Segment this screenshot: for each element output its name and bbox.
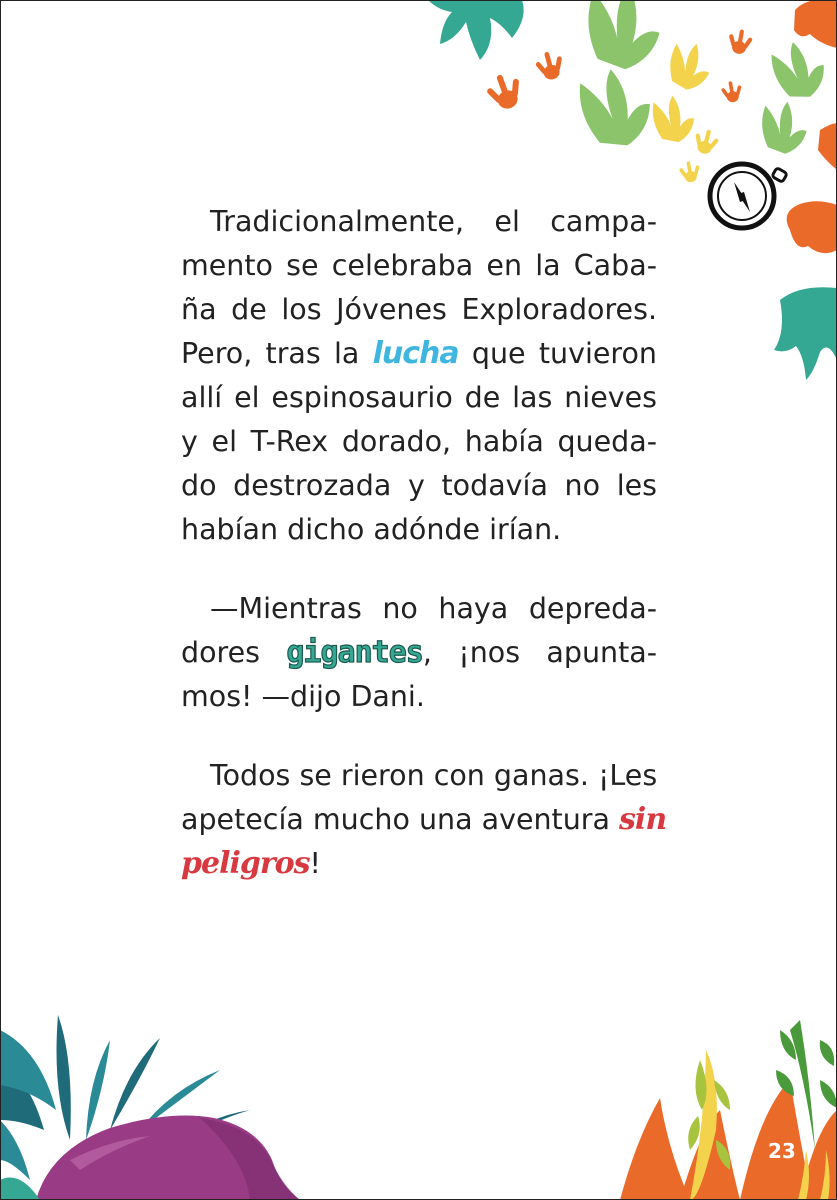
paragraph: [181, 587, 657, 719]
text-line: allí el espinosaurio de las nieves: [181, 381, 657, 414]
highlight-word-gigantes: gigantes: [286, 635, 423, 670]
story-text: [181, 200, 667, 886]
text-line: ña de los Jóvenes Exploradores.: [181, 293, 657, 326]
paragraph: [181, 754, 667, 886]
text-line: habían dicho adónde irían.: [181, 513, 562, 546]
highlight-word-peligros: peligros: [181, 846, 310, 881]
text-segment: dores: [181, 636, 287, 669]
text-line: [181, 842, 657, 886]
highlight-word-sin: sin: [619, 802, 667, 837]
text-line: mento se celebraba en la Caba-: [181, 249, 657, 282]
text-line: do destrozada y todavía no les: [181, 469, 657, 502]
compass-icon: [710, 164, 787, 228]
leaf-icon: [620, 1020, 837, 1200]
text-segment: , ¡nos apunta-: [422, 636, 657, 669]
text-segment: que tuvieron: [458, 337, 657, 370]
text-line: y el T-Rex dorado, había queda-: [181, 425, 657, 458]
text-segment: !: [309, 847, 321, 880]
highlight-word-lucha: lucha: [372, 336, 459, 371]
text-line: [181, 631, 657, 675]
text-line: [181, 798, 667, 842]
paragraph: [181, 200, 657, 552]
text-segment: apetecía mucho una aventura: [181, 803, 620, 836]
page-number: 23: [768, 1139, 796, 1163]
text-line: Todos se rieron con ganas. ¡Les: [210, 759, 658, 792]
text-line: Tradicionalmente, el campa-: [210, 205, 657, 238]
text-line: mos! —dijo Dani.: [181, 680, 425, 713]
text-segment: Pero, tras la: [181, 337, 373, 370]
text-line: —Mientras no haya depreda-: [210, 592, 657, 625]
text-line: [181, 332, 657, 376]
rock-icon: [0, 1116, 300, 1200]
